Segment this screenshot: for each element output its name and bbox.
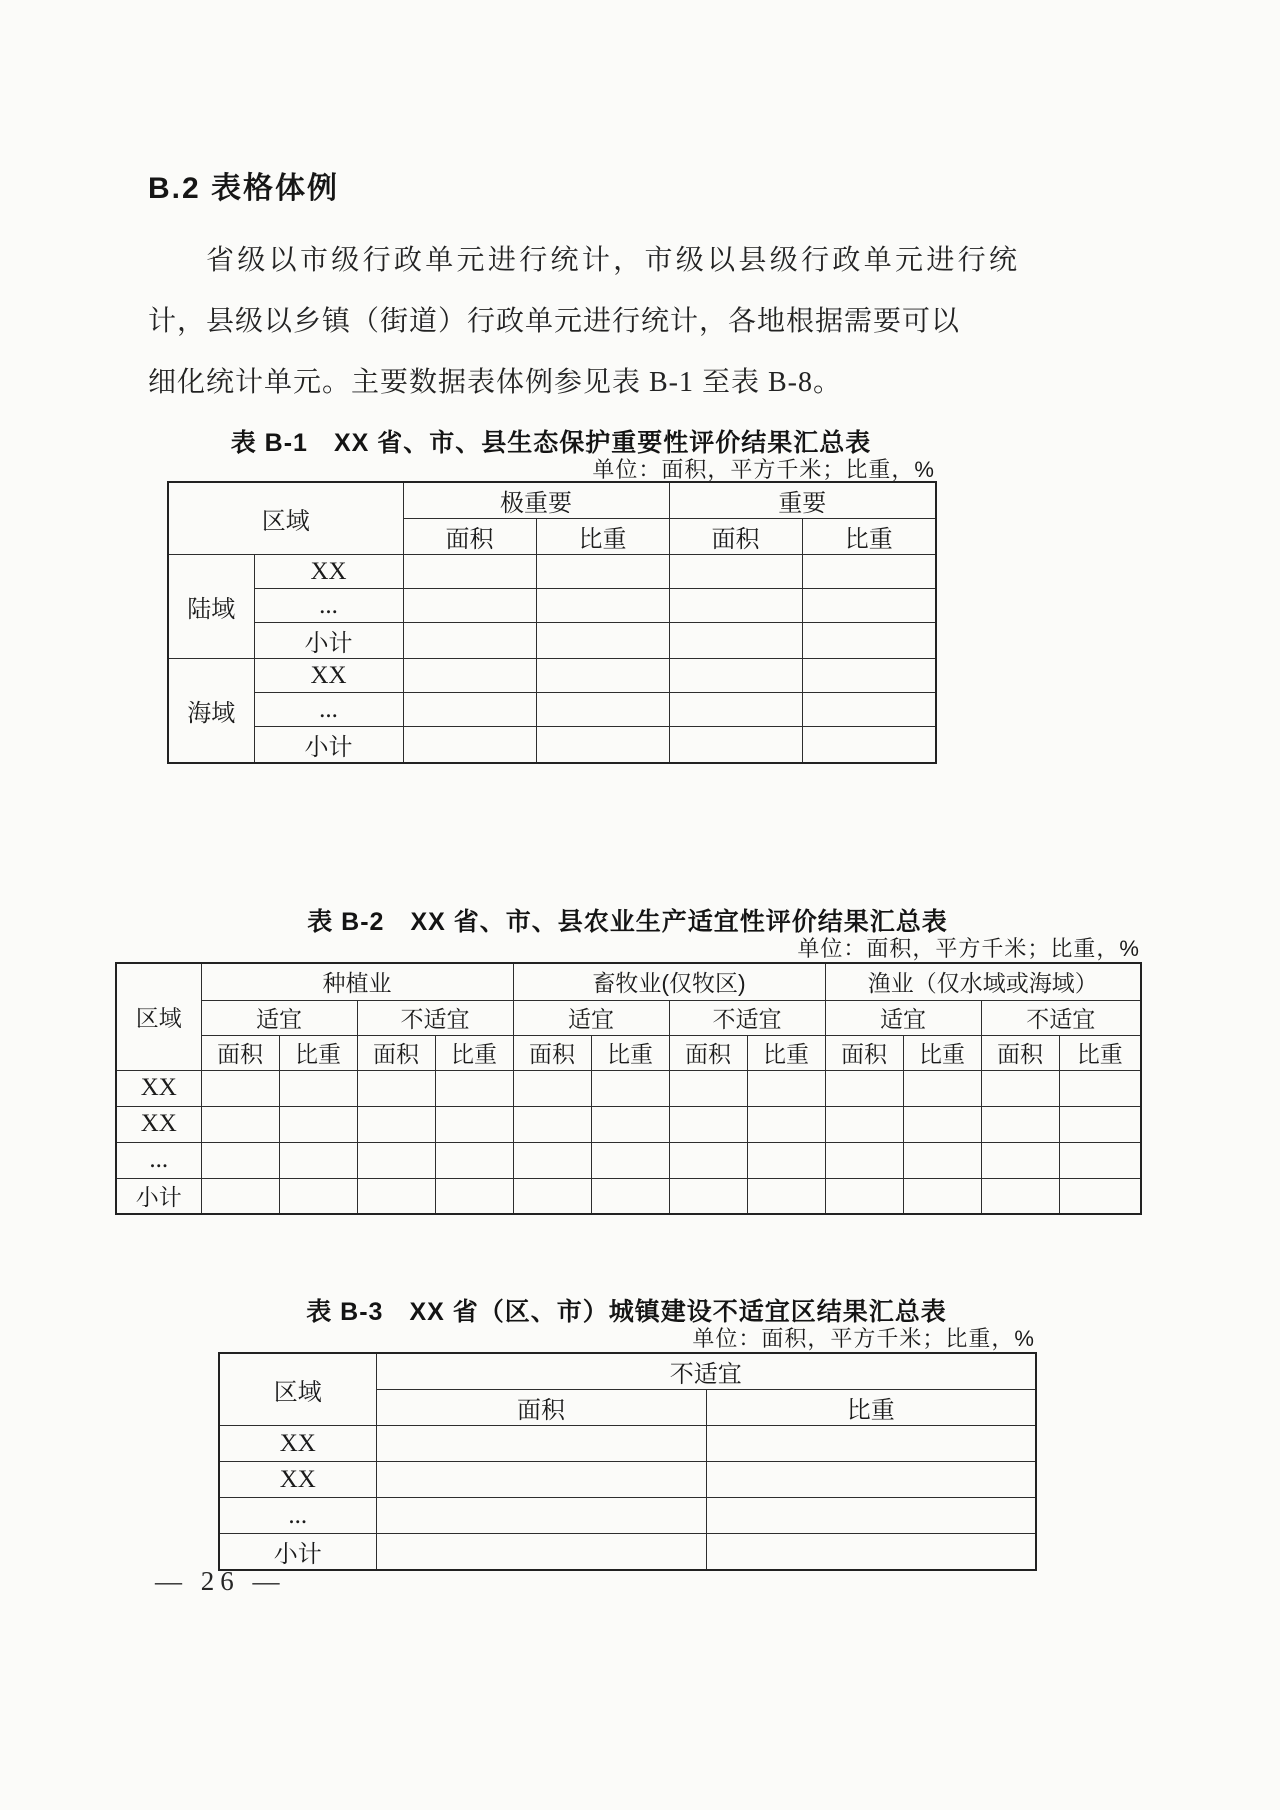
empty-cell <box>903 1142 981 1178</box>
table-row <box>219 1353 1036 1390</box>
b2-header-unsuitable: 不适宜 <box>981 1000 1141 1035</box>
table-row <box>168 693 936 727</box>
empty-cell <box>357 1142 435 1178</box>
empty-cell <box>591 1106 669 1142</box>
empty-cell <box>513 1178 591 1214</box>
b1-header-extreme: 极重要 <box>403 482 669 519</box>
b2-row-label: XX <box>116 1070 201 1106</box>
empty-cell <box>747 1178 825 1214</box>
table-row <box>116 1000 1141 1035</box>
empty-cell <box>669 1142 747 1178</box>
table-row <box>116 1035 1141 1070</box>
empty-cell <box>802 727 936 764</box>
empty-cell <box>1059 1142 1141 1178</box>
paragraph-line-3: 细化统计单元。主要数据表体例参见表 B-1 至表 B-8。 <box>148 367 843 398</box>
b1-header-ratio: 比重 <box>802 519 936 555</box>
empty-cell <box>435 1106 513 1142</box>
empty-cell <box>591 1070 669 1106</box>
table-row <box>116 1106 1141 1142</box>
b2-header-suitable: 适宜 <box>825 1000 981 1035</box>
empty-cell <box>669 1070 747 1106</box>
empty-cell <box>669 623 802 659</box>
b2-header-planting: 种植业 <box>201 963 513 1000</box>
b2-header-ratio: 比重 <box>591 1035 669 1070</box>
table-row <box>219 1534 1036 1571</box>
empty-cell <box>706 1426 1036 1462</box>
b1-row-label: XX <box>254 555 403 589</box>
empty-cell <box>802 623 936 659</box>
empty-cell <box>669 1178 747 1214</box>
b3-row-label: XX <box>219 1426 376 1462</box>
b1-header-area: 面积 <box>403 519 536 555</box>
empty-cell <box>201 1106 279 1142</box>
empty-cell <box>981 1142 1059 1178</box>
section-heading: B.2 表格体例 <box>148 172 340 205</box>
table-b1-title: 表 B-1 XX 省、市、县生态保护重要性评价结果汇总表 <box>230 429 872 457</box>
b1-header-ratio: 比重 <box>536 519 669 555</box>
empty-cell <box>825 1070 903 1106</box>
empty-cell <box>403 623 536 659</box>
b3-header-ratio: 比重 <box>706 1390 1036 1426</box>
empty-cell <box>279 1178 357 1214</box>
b2-header-ratio: 比重 <box>747 1035 825 1070</box>
empty-cell <box>201 1070 279 1106</box>
table-row <box>168 659 936 693</box>
empty-cell <box>825 1142 903 1178</box>
empty-cell <box>403 693 536 727</box>
b3-header-unsuitable: 不适宜 <box>376 1353 1036 1390</box>
b3-row-label: XX <box>219 1462 376 1498</box>
table-b3-title: 表 B-3 XX 省（区、市）城镇建设不适宜区结果汇总表 <box>306 1298 947 1326</box>
b3-header-region: 区域 <box>219 1353 376 1426</box>
table-row <box>116 1142 1141 1178</box>
b1-header-area: 面积 <box>669 519 802 555</box>
empty-cell <box>357 1178 435 1214</box>
empty-cell <box>435 1178 513 1214</box>
empty-cell <box>706 1462 1036 1498</box>
empty-cell <box>903 1070 981 1106</box>
empty-cell <box>403 555 536 589</box>
empty-cell <box>1059 1070 1141 1106</box>
b2-header-unsuitable: 不适宜 <box>357 1000 513 1035</box>
empty-cell <box>669 659 802 693</box>
table-row <box>168 555 936 589</box>
b3-header-area: 面积 <box>376 1390 706 1426</box>
paragraph-line-1: 省级以市级行政单元进行统计，市级以县级行政单元进行统 <box>206 245 1018 276</box>
page-number: — 26 — <box>155 1566 286 1596</box>
empty-cell <box>513 1106 591 1142</box>
empty-cell <box>376 1534 706 1571</box>
b2-header-area: 面积 <box>201 1035 279 1070</box>
empty-cell <box>376 1462 706 1498</box>
b2-header-ratio: 比重 <box>279 1035 357 1070</box>
table-row <box>219 1498 1036 1534</box>
b1-header-region: 区域 <box>168 482 403 555</box>
b1-sea-label: 海域 <box>168 659 254 764</box>
b2-header-fishery: 渔业（仅水域或海域） <box>825 963 1141 1000</box>
empty-cell <box>802 659 936 693</box>
table-row <box>116 963 1141 1000</box>
table-row <box>116 1178 1141 1214</box>
b1-land-label: 陆域 <box>168 555 254 659</box>
empty-cell <box>536 693 669 727</box>
table-b2 <box>115 962 1142 1215</box>
empty-cell <box>435 1142 513 1178</box>
empty-cell <box>591 1178 669 1214</box>
b2-row-label: 小计 <box>116 1178 201 1214</box>
empty-cell <box>802 555 936 589</box>
empty-cell <box>981 1178 1059 1214</box>
b2-header-area: 面积 <box>513 1035 591 1070</box>
table-b3 <box>218 1352 1037 1571</box>
empty-cell <box>403 727 536 764</box>
empty-cell <box>591 1142 669 1178</box>
empty-cell <box>403 659 536 693</box>
empty-cell <box>747 1142 825 1178</box>
empty-cell <box>802 693 936 727</box>
empty-cell <box>376 1426 706 1462</box>
b1-row-label: XX <box>254 659 403 693</box>
empty-cell <box>279 1142 357 1178</box>
empty-cell <box>403 589 536 623</box>
empty-cell <box>376 1498 706 1534</box>
empty-cell <box>669 555 802 589</box>
table-row <box>219 1462 1036 1498</box>
b2-header-region: 区域 <box>116 963 201 1070</box>
b1-row-label: ... <box>254 589 403 623</box>
table-b1-unit-note: 单位：面积，平方千米；比重，% <box>592 457 935 482</box>
empty-cell <box>513 1070 591 1106</box>
b1-row-label: 小计 <box>254 623 403 659</box>
empty-cell <box>669 693 802 727</box>
b2-header-area: 面积 <box>357 1035 435 1070</box>
empty-cell <box>669 589 802 623</box>
empty-cell <box>669 727 802 764</box>
table-row <box>168 727 936 764</box>
empty-cell <box>825 1106 903 1142</box>
b2-header-area: 面积 <box>981 1035 1059 1070</box>
table-b1 <box>167 481 937 764</box>
b2-header-area: 面积 <box>669 1035 747 1070</box>
empty-cell <box>1059 1106 1141 1142</box>
b2-row-label: ... <box>116 1142 201 1178</box>
b2-header-husbandry: 畜牧业(仅牧区) <box>513 963 825 1000</box>
b1-header-important: 重要 <box>669 482 936 519</box>
b1-row-label: 小计 <box>254 727 403 764</box>
table-b2-unit-note: 单位：面积，平方千米；比重，% <box>797 936 1140 961</box>
table-row <box>116 1070 1141 1106</box>
empty-cell <box>536 659 669 693</box>
empty-cell <box>279 1106 357 1142</box>
b2-header-area: 面积 <box>825 1035 903 1070</box>
empty-cell <box>201 1142 279 1178</box>
empty-cell <box>357 1070 435 1106</box>
empty-cell <box>1059 1178 1141 1214</box>
b3-row-label: ... <box>219 1498 376 1534</box>
b2-header-suitable: 适宜 <box>513 1000 669 1035</box>
empty-cell <box>903 1106 981 1142</box>
b2-header-ratio: 比重 <box>435 1035 513 1070</box>
empty-cell <box>536 623 669 659</box>
empty-cell <box>981 1070 1059 1106</box>
empty-cell <box>669 1106 747 1142</box>
table-b2-title: 表 B-2 XX 省、市、县农业生产适宜性评价结果汇总表 <box>307 908 948 936</box>
table-row <box>168 482 936 519</box>
empty-cell <box>357 1106 435 1142</box>
empty-cell <box>981 1106 1059 1142</box>
table-b3-unit-note: 单位：面积，平方千米；比重，% <box>692 1326 1035 1351</box>
paragraph-line-2: 计，县级以乡镇（街道）行政单元进行统计，各地根据需要可以 <box>148 306 961 337</box>
empty-cell <box>536 727 669 764</box>
empty-cell <box>747 1106 825 1142</box>
empty-cell <box>279 1070 357 1106</box>
empty-cell <box>903 1178 981 1214</box>
empty-cell <box>706 1534 1036 1571</box>
b3-row-label: 小计 <box>219 1534 376 1571</box>
empty-cell <box>825 1178 903 1214</box>
empty-cell <box>435 1070 513 1106</box>
table-row <box>168 589 936 623</box>
empty-cell <box>706 1498 1036 1534</box>
empty-cell <box>201 1178 279 1214</box>
table-row <box>168 623 936 659</box>
empty-cell <box>536 555 669 589</box>
empty-cell <box>536 589 669 623</box>
b1-row-label: ... <box>254 693 403 727</box>
b2-header-ratio: 比重 <box>903 1035 981 1070</box>
empty-cell <box>802 589 936 623</box>
b2-header-suitable: 适宜 <box>201 1000 357 1035</box>
empty-cell <box>513 1142 591 1178</box>
table-row <box>219 1426 1036 1462</box>
b2-header-ratio: 比重 <box>1059 1035 1141 1070</box>
empty-cell <box>747 1070 825 1106</box>
b2-header-unsuitable: 不适宜 <box>669 1000 825 1035</box>
b2-row-label: XX <box>116 1106 201 1142</box>
